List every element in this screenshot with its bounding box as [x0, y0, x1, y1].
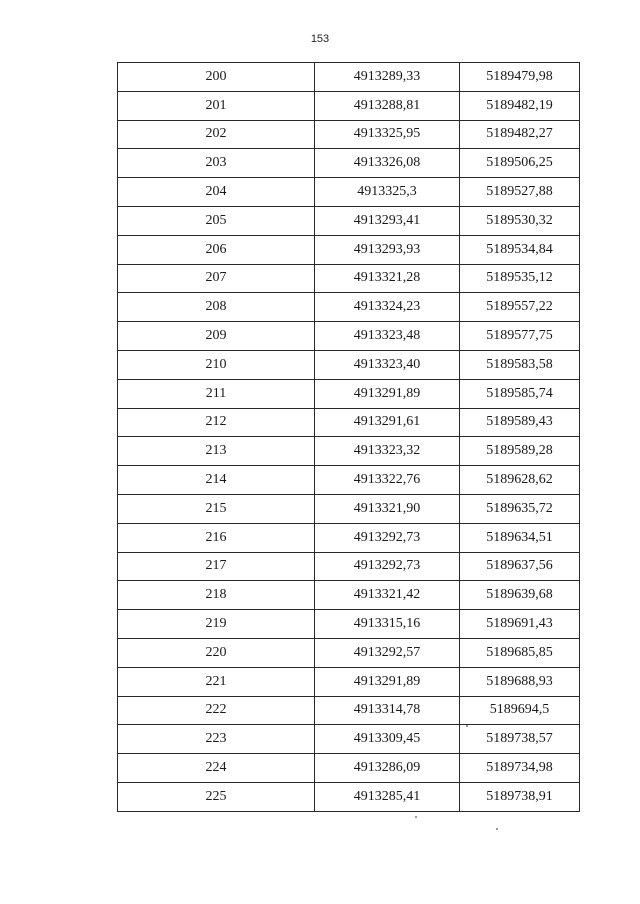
y-coordinate-cell: 5189585,74: [460, 379, 580, 408]
y-coordinate-cell: 5189738,91: [460, 782, 580, 811]
point-number-cell: 219: [118, 610, 315, 639]
point-number-cell: 206: [118, 235, 315, 264]
x-coordinate-cell: 4913285,41: [315, 782, 460, 811]
x-coordinate-cell: 4913323,40: [315, 350, 460, 379]
y-coordinate-cell: 5189738,57: [460, 725, 580, 754]
y-coordinate-cell: 5189534,84: [460, 235, 580, 264]
point-number-cell: 210: [118, 350, 315, 379]
y-coordinate-cell: 5189530,32: [460, 206, 580, 235]
table-row: [118, 466, 580, 495]
table-row: [118, 523, 580, 552]
y-coordinate-cell: 5189589,28: [460, 437, 580, 466]
point-number-cell: 217: [118, 552, 315, 581]
table-row: [118, 322, 580, 351]
table-row: [118, 235, 580, 264]
y-coordinate-cell: 5189583,58: [460, 350, 580, 379]
x-coordinate-cell: 4913322,76: [315, 466, 460, 495]
coordinates-table: [117, 62, 580, 812]
point-number-cell: 209: [118, 322, 315, 351]
y-coordinate-cell: 5189694,5: [460, 696, 580, 725]
table-row: [118, 581, 580, 610]
x-coordinate-cell: 4913292,73: [315, 523, 460, 552]
x-coordinate-cell: 4913291,89: [315, 379, 460, 408]
point-number-cell: 203: [118, 149, 315, 178]
x-coordinate-cell: 4913314,78: [315, 696, 460, 725]
table-row: [118, 782, 580, 811]
y-coordinate-cell: 5189691,43: [460, 610, 580, 639]
table-row: [118, 494, 580, 523]
table-row: [118, 552, 580, 581]
point-number-cell: 225: [118, 782, 315, 811]
point-number-cell: 208: [118, 293, 315, 322]
table-row: [118, 725, 580, 754]
y-coordinate-cell: 5189482,19: [460, 91, 580, 120]
y-coordinate-cell: 5189479,98: [460, 63, 580, 92]
table-row: [118, 91, 580, 120]
x-coordinate-cell: 4913293,93: [315, 235, 460, 264]
point-number-cell: 202: [118, 120, 315, 149]
x-coordinate-cell: 4913321,42: [315, 581, 460, 610]
y-coordinate-cell: 5189628,62: [460, 466, 580, 495]
x-coordinate-cell: 4913288,81: [315, 91, 460, 120]
y-coordinate-cell: 5189635,72: [460, 494, 580, 523]
x-coordinate-cell: 4913315,16: [315, 610, 460, 639]
table-row: [118, 120, 580, 149]
scan-speck: [466, 725, 468, 727]
y-coordinate-cell: 5189557,22: [460, 293, 580, 322]
scan-speck: [496, 828, 498, 830]
x-coordinate-cell: 4913325,95: [315, 120, 460, 149]
point-number-cell: 223: [118, 725, 315, 754]
y-coordinate-cell: 5189482,27: [460, 120, 580, 149]
point-number-cell: 222: [118, 696, 315, 725]
table-row: [118, 293, 580, 322]
point-number-cell: 207: [118, 264, 315, 293]
x-coordinate-cell: 4913325,3: [315, 178, 460, 207]
x-coordinate-cell: 4913289,33: [315, 63, 460, 92]
y-coordinate-cell: 5189589,43: [460, 408, 580, 437]
table-row: [118, 379, 580, 408]
table-row: [118, 667, 580, 696]
point-number-cell: 212: [118, 408, 315, 437]
coordinates-table-body: [118, 63, 580, 812]
point-number-cell: 205: [118, 206, 315, 235]
x-coordinate-cell: 4913324,23: [315, 293, 460, 322]
page-number: 153: [310, 33, 330, 45]
point-number-cell: 216: [118, 523, 315, 552]
point-number-cell: 200: [118, 63, 315, 92]
point-number-cell: 204: [118, 178, 315, 207]
point-number-cell: 224: [118, 754, 315, 783]
x-coordinate-cell: 4913292,57: [315, 638, 460, 667]
x-coordinate-cell: 4913321,28: [315, 264, 460, 293]
point-number-cell: 221: [118, 667, 315, 696]
x-coordinate-cell: 4913323,32: [315, 437, 460, 466]
point-number-cell: 220: [118, 638, 315, 667]
x-coordinate-cell: 4913326,08: [315, 149, 460, 178]
y-coordinate-cell: 5189535,12: [460, 264, 580, 293]
scan-speck: [415, 816, 417, 818]
x-coordinate-cell: 4913291,61: [315, 408, 460, 437]
point-number-cell: 214: [118, 466, 315, 495]
point-number-cell: 211: [118, 379, 315, 408]
table-row: [118, 696, 580, 725]
x-coordinate-cell: 4913293,41: [315, 206, 460, 235]
table-row: [118, 63, 580, 92]
point-number-cell: 218: [118, 581, 315, 610]
y-coordinate-cell: 5189688,93: [460, 667, 580, 696]
y-coordinate-cell: 5189634,51: [460, 523, 580, 552]
y-coordinate-cell: 5189639,68: [460, 581, 580, 610]
x-coordinate-cell: 4913286,09: [315, 754, 460, 783]
table-row: [118, 149, 580, 178]
table-row: [118, 754, 580, 783]
y-coordinate-cell: 5189577,75: [460, 322, 580, 351]
x-coordinate-cell: 4913292,73: [315, 552, 460, 581]
x-coordinate-cell: 4913321,90: [315, 494, 460, 523]
point-number-cell: 215: [118, 494, 315, 523]
table-row: [118, 264, 580, 293]
point-number-cell: 201: [118, 91, 315, 120]
table-row: [118, 437, 580, 466]
x-coordinate-cell: 4913291,89: [315, 667, 460, 696]
y-coordinate-cell: 5189506,25: [460, 149, 580, 178]
table-row: [118, 638, 580, 667]
y-coordinate-cell: 5189527,88: [460, 178, 580, 207]
x-coordinate-cell: 4913309,45: [315, 725, 460, 754]
table-row: [118, 206, 580, 235]
y-coordinate-cell: 5189685,85: [460, 638, 580, 667]
point-number-cell: 213: [118, 437, 315, 466]
y-coordinate-cell: 5189637,56: [460, 552, 580, 581]
y-coordinate-cell: 5189734,98: [460, 754, 580, 783]
table-row: [118, 610, 580, 639]
table-row: [118, 178, 580, 207]
table-row: [118, 350, 580, 379]
x-coordinate-cell: 4913323,48: [315, 322, 460, 351]
table-row: [118, 408, 580, 437]
